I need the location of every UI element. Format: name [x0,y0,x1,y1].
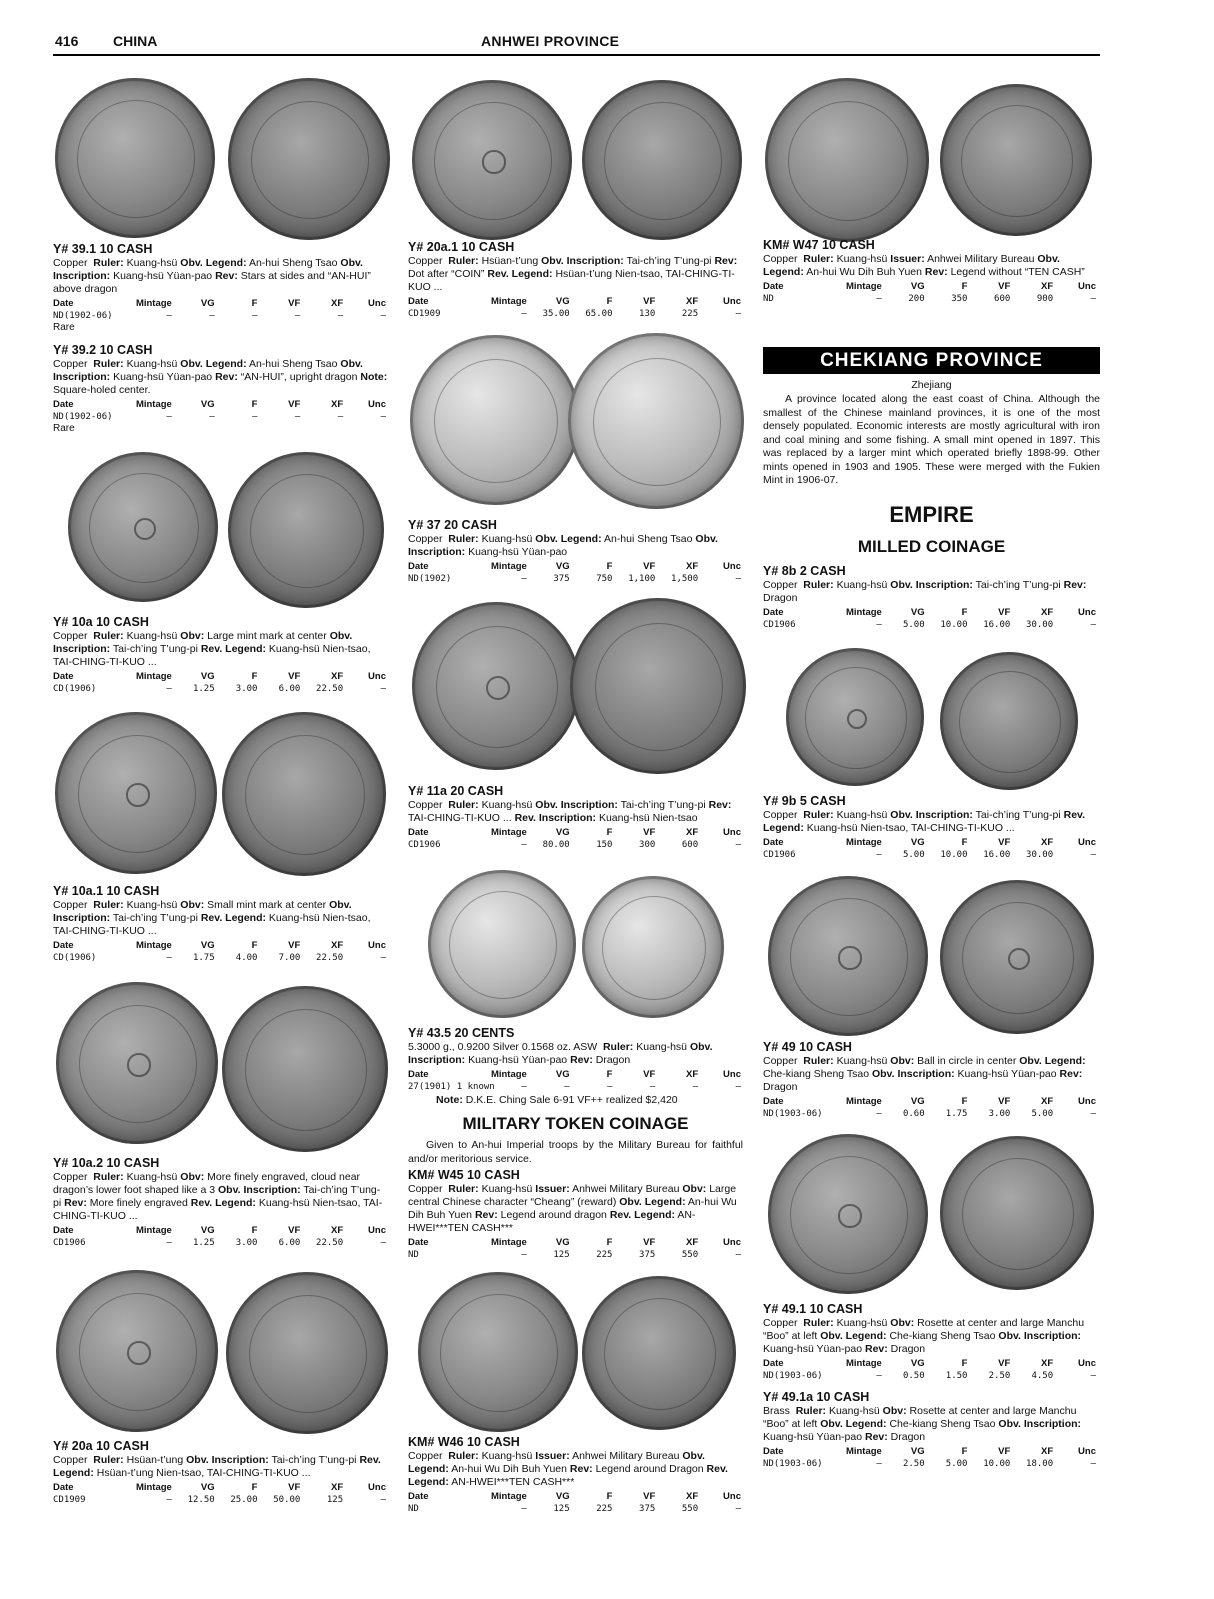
entry-description: Copper Ruler: Kuang-hsü Obv. Inscription: Tai-ch’ing T’ung-pi Rev: Dragon [763,579,1087,604]
page-header [53,32,1100,56]
coin-image-y20a-obverse [56,1270,218,1432]
price-table: Date Mintage VG F VF XF Unc ND(1903-06) — 0.60 1.75 3.00 5.00 — [763,1096,1096,1119]
entry-title: KM# W47 10 CASH [763,238,875,252]
catalog-entry-y37 [408,518,743,586]
price-table: Date Mintage VG F VF XF Unc ND(1902-06) — — — — — — [53,298,386,321]
entry-title: Y# 10a.2 10 CASH [53,1156,160,1170]
catalog-entry-y20a-1 [408,240,743,321]
catalog-entry-y49-1 [763,1302,1098,1383]
coin-image-y49-1-reverse [940,1136,1094,1290]
entry-title: KM# W46 10 CASH [408,1435,520,1449]
price-table: Date Mintage VG F VF XF Unc ND(1902-06) — — — — — — [53,399,386,422]
entry-description: Copper Ruler: Kuang-hsü Obv. Inscription: Tai-ch’ing T’ung-pi Rev: TAI-CHING-TI-KUO ... Rev. Inscription: Kuang-hsü Nien-tsao [408,799,732,824]
country-title: CHINA [113,33,158,49]
coin-image-y10a-obverse [68,452,218,602]
entry-title: Y# 10a.1 10 CASH [53,884,160,898]
entry-title: Y# 39.2 10 CASH [53,343,153,357]
coin-image-y37-reverse [568,333,744,509]
catalog-entry-y10a-1 [53,884,388,965]
entry-title: Y# 10a 10 CASH [53,615,149,629]
coin-image-y9b-reverse [940,652,1078,790]
entry-description: Copper Ruler: Hsüan-t’ung Obv. Inscription: Tai-ch’ing T’ung-pi Rev: Dot after “COIN” Rev. Legend: Hsüan-t’ung Nien-tsao, TAI-CHING-TI-KUO ... [408,255,738,293]
coin-image-y10a1-obverse [55,712,217,874]
entry-description: Copper Ruler: Kuang-hsü Obv. Legend: An-hui Sheng Tsao Obv. Inscription: Kuang-hsü Yüan-pao [408,533,718,558]
sale-note: Note: D.K.E. Ching Sale 6-91 VF++ realized $2,420 [436,1094,678,1106]
empire-heading: EMPIRE [889,502,974,527]
catalog-entry-y10a [53,615,388,696]
entry-description: Copper Ruler: Kuang-hsü Obv: Small mint mark at center Obv. Inscription: Tai-ch’ing T’ung-pi Rev. Legend: Kuang-hsü Nien-tsao, TAI-CHING-TI-KUO ... [53,899,371,937]
coin-image-y49-obverse [768,876,928,1036]
coin-image-y49-1-obverse [768,1134,928,1294]
catalog-entry-y11a [408,784,743,852]
coin-image-kmw46-obverse [418,1272,578,1432]
entry-title: Y# 43.5 20 CENTS [408,1026,515,1040]
coin-image-y10a-reverse [228,452,384,608]
catalog-entry-y49 [763,1040,1098,1121]
entry-description: Brass Ruler: Kuang-hsü Obv: Rosette at center and large Manchu “Boo” at left Obv. Legend: Che-kiang Sheng Tsao Obv. Inscription: Kuang-hsü Yüan-pao Rev: Dragon [763,1405,1082,1443]
coin-image-y9b-obverse [786,648,924,786]
coin-image-y49-reverse [940,880,1094,1034]
coin-image-kmw46-reverse [582,1276,736,1430]
catalog-entry-y8b [763,564,1098,632]
entry-title: Y# 39.1 10 CASH [53,242,153,256]
coin-image-y37-obverse [410,335,580,505]
price-table: Date Mintage VG F VF XF Unc CD(1906) — 1.25 3.00 6.00 22.50 — [53,671,386,694]
coin-image-y20a1-reverse [582,80,742,240]
entry-description: Copper Ruler: Kuang-hsü Obv: More finely engraved, cloud near dragon’s lower foot shaped like a 3 Obv. Inscription: Tai-ch’ing T’ung-pi Rev: More finely engraved Rev. Legend: Kuang-hsü Nien-tsao, TAI-CHING-TI-KUO ... [53,1171,383,1222]
milled-coinage-heading: MILLED COINAGE [857,537,1006,556]
price-table: Date Mintage VG F VF XF Unc CD1906 — 1.25 3.00 6.00 22.50 — [53,1225,386,1248]
entry-description: 5.3000 g., 0.9200 Silver 0.1568 oz. ASW Ruler: Kuang-hsü Obv. Inscription: Kuang-hsü Yüan-pao Rev: Dragon [408,1041,713,1066]
entry-description: Copper Ruler: Kuang-hsü Issuer: Anhwei Military Bureau Obv. Legend: An-hui Wu Dih Buh Yuen Rev: Legend around Dragon Rev. Legend: AN-HWEI***TEN CASH*** [408,1450,728,1488]
entry-title: Y# 49.1a 10 CASH [763,1390,870,1404]
entry-title: Y# 8b 2 CASH [763,564,846,578]
catalog-entry-y9b [763,794,1098,862]
price-table: Date Mintage VG F VF XF Unc CD1909 — 12.50 25.00 50.00 125 — [53,1482,386,1505]
entry-title: Y# 20a 10 CASH [53,1439,149,1453]
coin-image-y10a1-reverse [222,712,386,876]
coin-image-kmw47-obverse [765,78,929,242]
price-table: Date Mintage VG F VF XF Unc ND — 200 350 600 900 — [763,281,1096,304]
rarity-note: Rare [53,423,75,434]
price-table: Date Mintage VG F VF XF Unc ND(1903-06) — 2.50 5.00 10.00 18.00 — [763,1446,1096,1469]
price-table: Date Mintage VG F VF XF Unc CD1906 — 80.00 150 300 600 — [408,827,741,850]
coin-image-y39-reverse [228,78,390,240]
entry-description: Copper Ruler: Kuang-hsü Obv. Legend: An-hui Sheng Tsao Obv. Inscription: Kuang-hsü Yüan-pao Rev: “AN-HUI”, upright dragon Note: Square-holed center. [53,358,388,396]
catalog-entry-y49-1a [763,1390,1098,1471]
catalog-entry-y39-2 [53,343,388,435]
entry-title: Y# 49.1 10 CASH [763,1302,863,1316]
catalog-entry-y39-1 [53,242,388,334]
price-table: Date Mintage VG F VF XF Unc 27(1901) 1 known — — — — — — [408,1069,741,1092]
coin-image-y43-5-obverse [428,870,576,1018]
entry-description: Copper Ruler: Kuang-hsü Issuer: Anhwei Military Bureau Obv: Large central Chinese character “Cheang” (reward) Obv. Legend: An-hui Wu Dih Buh Yuen Rev: Legend around dragon Rev. Legend: AN-HWEI***TEN CASH*** [408,1183,737,1234]
price-table: Date Mintage VG F VF XF Unc CD1906 — 5.00 10.00 16.00 30.00 — [763,837,1096,860]
chekiang-subtitle: Zhejiang [911,379,952,391]
catalog-entry-y43-5 [408,1026,743,1107]
price-table: Date Mintage VG F VF XF Unc CD1909 — 35.00 65.00 130 225 — [408,296,741,319]
entry-title: Y# 9b 5 CASH [763,794,846,808]
entry-description: Copper Ruler: Kuang-hsü Issuer: Anhwei Military Bureau Obv. Legend: An-hui Wu Dih Buh Yuen Rev: Legend without “TEN CASH” [763,253,1085,278]
page-number: 416 [55,33,79,49]
catalog-entry-kmw46 [408,1435,743,1516]
military-token-heading: MILITARY TOKEN COINAGE [462,1114,689,1133]
price-table: Date Mintage VG F VF XF Unc ND — 125 225 375 550 — [408,1237,741,1260]
entry-description: Copper Ruler: Kuang-hsü Obv: Large mint mark at center Obv. Inscription: Tai-ch’ing T’ung-pi Rev. Legend: Kuang-hsü Nien-tsao, TAI-CHING-TI-KUO ... [53,630,371,668]
catalog-entry-kmw45 [408,1168,743,1262]
entry-title: KM# W45 10 CASH [408,1168,520,1182]
coin-image-y11a-obverse [412,602,580,770]
military-intro: Given to An-hui Imperial troops by the Military Bureau for faithful and/or meritorious service. [408,1139,743,1165]
entry-title: Y# 11a 20 CASH [408,784,504,798]
price-table: Date Mintage VG F VF XF Unc CD1906 — 5.00 10.00 16.00 30.00 — [763,607,1096,630]
entry-title: Y# 20a.1 10 CASH [408,240,515,254]
coin-image-y10a2-reverse [222,986,388,1152]
entry-description: Copper Ruler: Kuang-hsü Obv: Ball in circle in center Obv. Legend: Che-kiang Sheng Tsao Obv. Inscription: Kuang-hsü Yüan-pao Rev: Dragon [763,1055,1086,1093]
coin-image-y10a2-obverse [56,982,218,1144]
coin-image-y43-5-reverse [582,876,724,1018]
entry-description: Copper Ruler: Kuang-hsü Obv. Inscription: Tai-ch’ing T’ung-pi Rev. Legend: Kuang-hsü Nien-tsao, TAI-CHING-TI-KUO ... [763,809,1086,834]
price-table: Date Mintage VG F VF XF Unc CD(1906) — 1.75 4.00 7.00 22.50 — [53,940,386,963]
entry-title: Y# 49 10 CASH [763,1040,852,1054]
coin-image-y39-obverse [55,78,215,238]
price-table: Date Mintage VG F VF XF Unc ND — 125 225 375 550 — [408,1491,741,1514]
price-table: Date Mintage VG F VF XF Unc ND(1902) — 375 750 1,100 1,500 — [408,561,741,584]
price-table: Date Mintage VG F VF XF Unc ND(1903-06) — 0.50 1.50 2.50 4.50 — [763,1358,1096,1381]
coin-image-y20a-reverse [226,1272,388,1434]
catalog-entry-y20a [53,1439,388,1507]
entry-description: Copper Ruler: Kuang-hsü Obv: Rosette at center and large Manchu “Boo” at left Obv. Legend: Che-kiang Sheng Tsao Obv. Inscription: Kuang-hsü Yüan-pao Rev: Dragon [763,1317,1085,1355]
entry-title: Y# 37 20 CASH [408,518,497,532]
rarity-note: Rare [53,322,75,333]
entry-description: Copper Ruler: Hsüan-t’ung Obv. Inscription: Tai-ch’ing T’ung-pi Rev. Legend: Hsüan-t’ung Nien-tsao, TAI-CHING-TI-KUO ... [53,1454,381,1479]
coin-image-y20a1-obverse [412,80,572,240]
province-title: ANHWEI PROVINCE [481,33,620,49]
chekiang-description: A province located along the east coast of China. Although the smallest of the Chinese mainland provinces, it is one of the most densely populated. Economic interests are mostly agricultural with iron and coal mining and some fishing. A small mint opened in 1897. This was replaced by a larger mint which operated briefly 1898-99. Other mints opened in 1903 and 1905. These were merged with the Fukien Mint in 1906-07. [763,393,1100,486]
catalog-entry-y10a-2 [53,1156,388,1250]
coin-image-kmw47-reverse [940,84,1092,236]
chekiang-province-banner: CHEKIANG PROVINCE [763,347,1100,374]
catalog-entry-kmw47 [763,238,1098,306]
entry-description: Copper Ruler: Kuang-hsü Obv. Legend: An-hui Sheng Tsao Obv. Inscription: Kuang-hsü Yüan-pao Rev: Stars at sides and “AN-HUI” above dragon [53,257,371,295]
coin-image-y11a-reverse [570,598,746,774]
